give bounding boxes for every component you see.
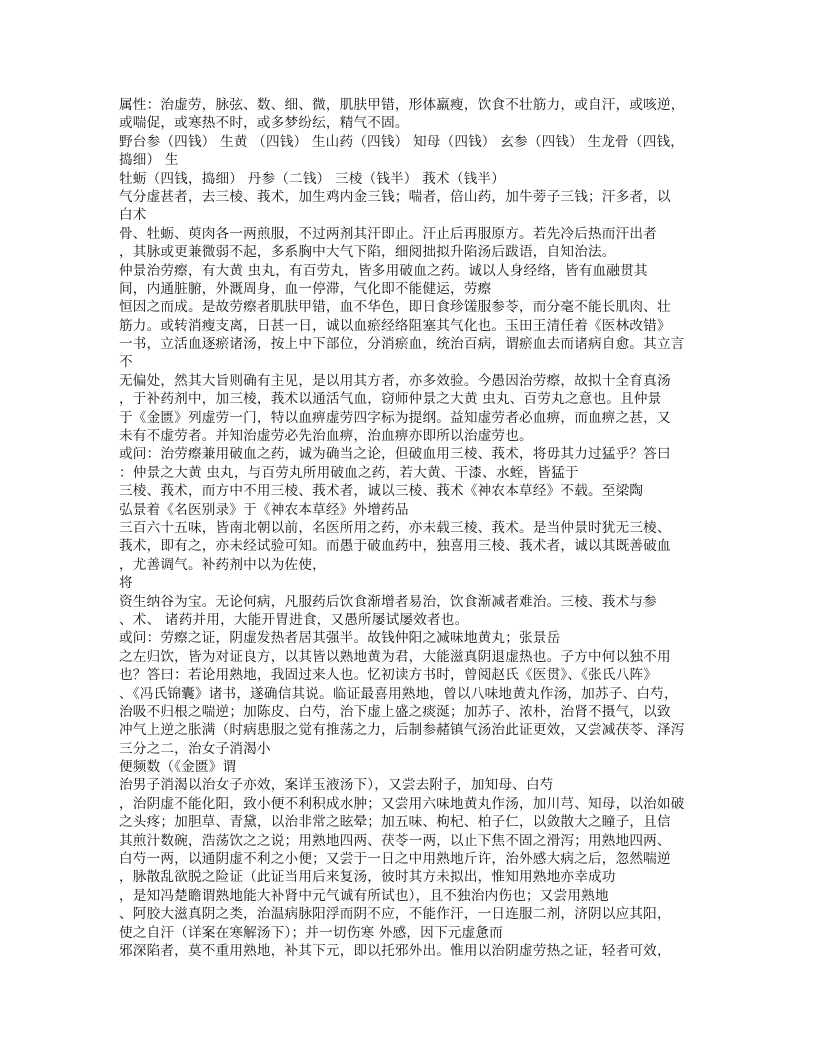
text-line: 属性：治虚劳，脉弦、数、细、微，肌肤甲错，形体羸瘦，饮食不壮筋力，或自汗，或咳逆， (119, 97, 685, 113)
text-line: 无偏处，然其大旨则确有主见，是以用其方者，亦多效验。今愚因治劳瘵，故拟十全育真汤 (119, 372, 671, 389)
text-line: 于《金匮》列虚劳一门，特以血痹虚劳四字标为提纲。益知虚劳者必血痹，而血痹之甚，又 (119, 409, 671, 426)
text-line: 将 (119, 575, 133, 592)
text-line: 三百六十五味，皆南北朝以前，名医所用之药，亦未载三棱、莪术。是当仲景时犹无三棱、 (119, 519, 671, 536)
text-line: 治吸不归根之喘逆；加陈皮、白芍，治下虚上盛之痰涎；加苏子、浓朴，治肾不摄气，以致 (119, 703, 671, 720)
text-line: ，于补药剂中，加三棱，莪术以通活气血，窃师仲景之大黄 虫丸、百劳丸之意也。且仲景 (119, 391, 662, 408)
text-line: 筋力。或转消瘦支离，日甚一日，诚以血瘀经络阻塞其气化也。玉田王清任着《医林改错》 (119, 317, 671, 334)
text-line: 治男子消渴以治女子亦效，案详玉液汤下），又尝去附子，加知母、白芍 (119, 777, 554, 794)
text-line: ：仲景之大黄 虫丸，与百劳丸所用破血之药，若大黄、干漆、水蛭，皆猛于 (119, 464, 579, 481)
text-line: 莪术，即有之，亦未经试验可知。而愚于破血药中，独喜用三棱、莪术者，诚以其既善破血 (119, 538, 671, 555)
text-line (119, 960, 679, 978)
text-line: 白术 (119, 207, 147, 224)
text-line: ，尤善调气。补药剂中以为佐使， (119, 556, 326, 573)
text-line: 不 (119, 354, 133, 371)
text-line: 其煎汁数碗，浩荡饮之之说；用熟地四两、茯苓一两，以止下焦不固之滑泻；用熟地四两、 (119, 832, 671, 849)
text-line: 野台参（四钱） 生黄 （四钱） 生山药（四钱） 知母（四钱） 玄参（四钱） 生龙骨（四钱， (119, 133, 685, 150)
text-line: 三分之二，治女子消渴小 (119, 740, 271, 757)
text-line: 一书，立活血逐瘀诸汤，按上中下部位，分消瘀血，统治百病，谓瘀血去而诸病自愈。其立言 (119, 336, 685, 353)
text-line: ，其脉或更兼微弱不起，多系胸中大气下陷，细阅拙拟升陷汤后跋语，自知治法。 (119, 244, 616, 261)
text-line: ，治阴虚不能化阳，致小便不利积成水肿；又尝用六味地黄丸作汤，加川芎、知母，以治如破 (119, 795, 685, 812)
text-line: 骨、牡蛎、萸肉各一两煎服，不过两剂其汗即止。汗止后再服原方。若先冷后热而汗出者 (119, 225, 657, 242)
text-line: 或问：劳瘵之证，阴虚发热者居其强半。故钱仲阳之减味地黄丸；张景岳 (119, 630, 561, 647)
text-line: 捣细） 生 (119, 152, 179, 169)
document-body (119, 96, 685, 979)
text-line: 或问：治劳瘵兼用破血之药，诚为确当之论，但破血用三棱、莪术，将毋其力过猛乎？答曰 (119, 446, 671, 463)
text-line: 三棱、莪术，而方中不用三棱、莪术者，诚以三棱、莪术《神农本草经》不载。至梁陶 (119, 483, 644, 500)
text-line: 白芍一两，以通阴虚不利之小便；又尝于一日之中用熟地斤许，治外感大病之后，忽然喘逆 (119, 851, 671, 868)
text-line: 邪深陷者，莫不重用熟地，补其下元，即以托邪外出。惟用以治阴虚劳热之证，轻者可效， (119, 942, 671, 959)
text-line: 恒因之而成。是故劳瘵者肌肤甲错，血不华色，即日食珍馐服参苓，而分毫不能长肌肉、壮 (119, 299, 671, 316)
text-line: 、阿胶大滋真阴之类，治温病脉阳浮而阴不应，不能作汗，一日连服二剂，济阴以应其阳， (119, 906, 671, 923)
text-line: 、《冯氏锦囊》诸书，遂确信其说。临证最喜用熟地，曾以八味地黄丸作汤，加苏子、白芍， (119, 685, 678, 702)
text-line: 、术、 诸药并用，大能开胃进食，又愚所屡试屡效者也。 (119, 611, 469, 628)
text-line: 之头疼；加胆草、青黛，以治非常之眩晕；加五味、枸杞、柏子仁，以敛散大之瞳子，且信 (119, 814, 671, 831)
text-line: 也？答曰：若论用熟地，我固过来人也。忆初读方书时，曾阅赵氏《医贯》、《张氏八阵》 (119, 667, 658, 684)
text-line: 便频数（《金匮》谓 (119, 759, 237, 776)
text-line: 冲气上逆之胀满（时病患服之觉有推荡之力，后制参赭镇气汤治此证更效，又尝减茯苓、泽泻 (119, 722, 685, 739)
text-line: ，是知冯楚瞻谓熟地能大补肾中元气诚有所试也），且不独治内伤也；又尝用熟地 (119, 887, 609, 904)
text-line: 使之自汗（详案在寒解汤下）；并一切伤寒 外感，因下元虚惫而 (119, 924, 503, 941)
text-line: 未有不虚劳者。并知治虚劳必先治血痹，治血痹亦即所以治虚劳也。 (119, 428, 533, 445)
text-line: 或喘促，或寒热不时，或多梦纷纭，精气不固。 (119, 115, 409, 132)
text-line: 弘景着《名医别录》于《神农本草经》外增药品 (119, 501, 409, 518)
text-line: 间，内通脏腑，外溉周身，血一停滞，气化即不能健运，劳瘵 (119, 280, 492, 297)
text-line: ，脉散乱欲脱之险证（此证当用后来复汤，彼时其方未拟出，惟知用熟地亦幸成功 (119, 869, 616, 886)
text-line: 资生纳谷为宝。无论何病，凡服药后饮食渐增者易治，饮食渐减者难治。三棱、莪术与参 (119, 593, 657, 610)
text-line: 牡蛎（四钱，捣细） 丹参（二钱） 三棱（钱半） 莪术（钱半） (119, 170, 505, 187)
text-line: 气分虚甚者，去三棱、莪术，加生鸡内金三钱；喘者，倍山药，加牛蒡子三钱；汗多者，以 (119, 188, 671, 205)
text-line: 之左归饮，皆为对证良方，以其皆以熟地黄为君，大能滋真阴退虚热也。子方中何以独不用 (119, 648, 671, 665)
text-line: 仲景治劳瘵，有大黄 虫丸，有百劳丸，皆多用破血之药。诚以人身经络，皆有血融贯其 (119, 262, 648, 279)
